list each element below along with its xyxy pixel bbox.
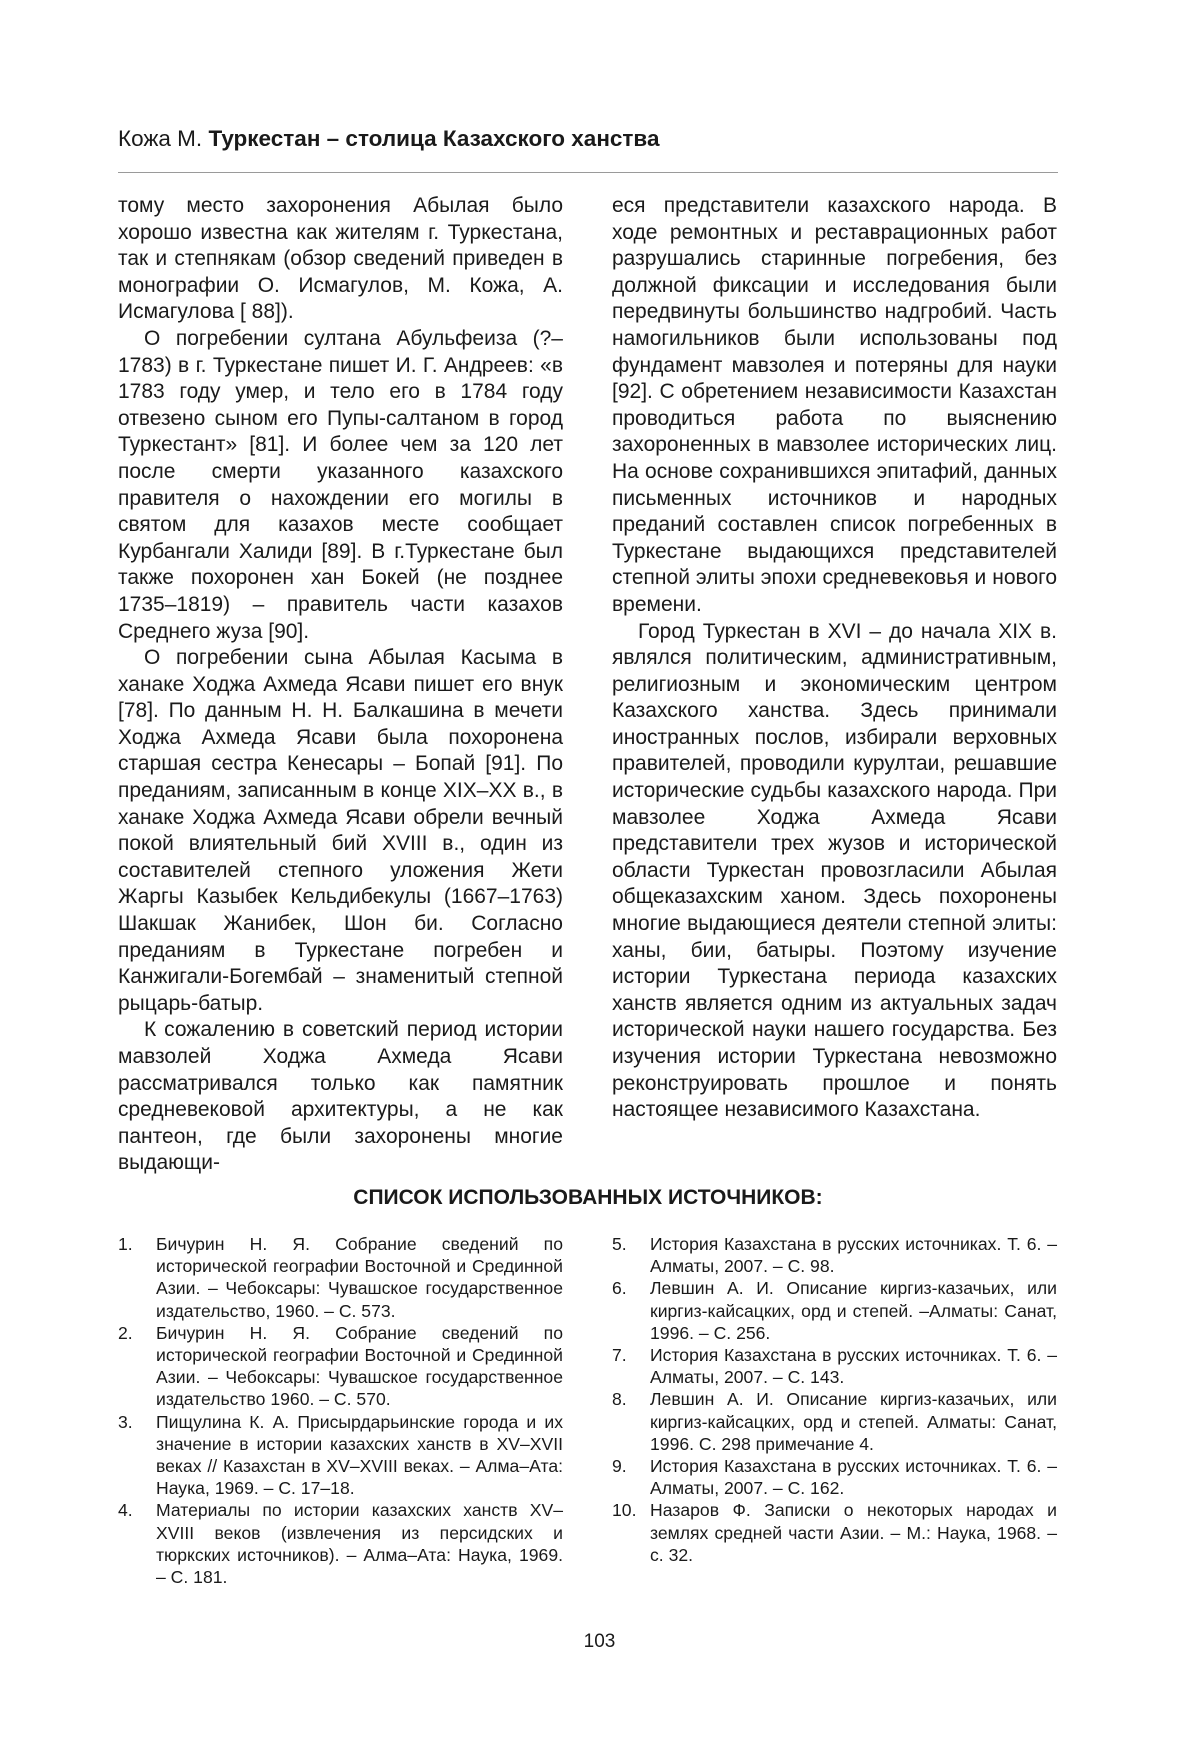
references-list-right: [612, 1233, 1057, 1566]
reference-number: 4.: [118, 1500, 133, 1521]
paragraph: Город Туркестан в XVI – до начала XIX в. являлся политическим, административным, религиозным и экономическим центром Казахского ханства. Здесь принимали иностранных послов, избирали верховных правителей, проводили курултаи, решавшие исторические судьбы казахского народа. При мавзолее Ходжа Ахмеда Ясави представители трех жузов и исторической области Туркестан провозгласили Абылая общеказахским ханом. Здесь похоронены многие выдающиеся деятели степной элиты: ханы, бии, батыры. Поэтому изучение истории Туркестана периода казахских ханств является одним из актуальных задач исторической науки нашего государства. Без изучения истории Туркестана невозможно реконструировать прошлое и понять настоящее независимого Казахстана.: [612, 619, 1057, 1122]
reference-number: 1.: [118, 1234, 133, 1254]
reference-text: История Казахстана в русских источниках. Т. 6. – Алматы, 2007. – С. 98.: [650, 1234, 1057, 1277]
reference-number: 10.: [612, 1500, 637, 1521]
header-title: Туркестан – столица Казахского ханства: [208, 126, 660, 151]
page-number: 103: [583, 1631, 616, 1652]
paragraph: О погребении сына Абылая Касыма в ханаке Ходжа Ахмеда Ясави пишет его внук [78]. По данным Н. Н. Балкашина в мечети Ходжа Ахмеда Ясави была похоронена старшая сестра Кенесары – Бопай [91]. По преданиям, записанным в конце XIX–XX в., в ханаке Ходжа Ахмеда Ясави обрели вечный покой влиятельный бий XVIII в., один из составителей степного уложения Жети Жаргы Казыбек Кельдибекулы (1667–1763) Шакшак Жанибек, Шон би. Согласно преданиям в Туркестане погребен и Канжигали-Богембай – знаменитый степной рыцарь-батыр.: [118, 646, 563, 1015]
reference-text: Бичурин Н. Я. Собрание сведений по исторической географии Восточной и Срединной Азии. – Чебоксары: Чувашское государственное издательство 1960. – С. 570.: [156, 1322, 563, 1410]
body-column-right: [612, 193, 1057, 1124]
reference-number: 6.: [612, 1278, 627, 1299]
body-column-left: [118, 193, 563, 1177]
reference-item: [118, 1499, 563, 1588]
reference-text: История Казахстана в русских источниках. Т. 6. – Алматы, 2007. – С. 143.: [650, 1345, 1057, 1388]
reference-text: Левшин А. И. Описание киргиз-казачьих, или киргиз-кайсацких, орд и степей. –Алматы: Санат, 1996. – С. 256.: [650, 1278, 1057, 1343]
reference-item: [612, 1499, 1057, 1566]
reference-item: [612, 1388, 1057, 1455]
paragraph: тому место захоронения Абылая было хорошо известна как жителям г. Туркестана, так и степнякам (обзор сведений приведен в монографии О. Исмагулов, М. Кожа, А. Исмагулова [ 88]).: [118, 194, 563, 324]
reference-text: Материалы по истории казахских ханств XV–XVIII веков (извлечения из персидских и тюркских источников). – Алма–Ата: Наука, 1969. – С. 181.: [156, 1500, 563, 1588]
reference-item: [118, 1233, 563, 1322]
reference-number: 2.: [118, 1322, 133, 1343]
reference-text: Левшин А. И. Описание киргиз-казачьих, или киргиз-кайсацких, орд и степей. Алматы: Санат, 1996. С. 298 примечание 4.: [650, 1389, 1057, 1454]
header-divider: [118, 172, 1058, 173]
paragraph: О погребении султана Абульфеиза (?–1783) в г. Туркестане пишет И. Г. Андреев: «в 1783 году умер, и тело его в 1784 году отвезено сыном его Пупы-салтаном в город Туркестант» [81]. И более чем за 120 лет после смерти указанного казахского правителя о нахождении его могилы в святом для казахов месте сообщает Курбангали Халиди [89]. В г.Туркестане был также похоронен хан Бокей (не позднее 1735–1819) – правитель части казахов Среднего жуза [90].: [118, 326, 563, 643]
reference-text: Бичурин Н. Я. Собрание сведений по исторической географии Восточной и Срединной Азии. – Чебоксары: Чувашское государственное издательство, 1960. – С. 573.: [156, 1234, 563, 1321]
paragraph: К сожалению в советский период истории мавзолей Ходжа Ахмеда Ясави рассматривался только как памятник средневековой архитектуры, а не как пантеон, где были захоронены многие выдающи-: [118, 1018, 563, 1175]
reference-item: [612, 1233, 1057, 1277]
reference-text: Пищулина К. А. Присырдарьинские города и их значение в истории казахских ханств в XV–XVII веках // Казахстан в XV–XVIII веках. – Алма–Ата: Наука, 1969. – С. 17–18.: [156, 1411, 563, 1499]
reference-number: 9.: [612, 1456, 627, 1477]
reference-number: 5.: [612, 1234, 627, 1254]
reference-number: 8.: [612, 1389, 627, 1410]
reference-item: [612, 1455, 1057, 1499]
reference-item: [612, 1344, 1057, 1388]
reference-text: Назаров Ф. Записки о некоторых народах и землях средней части Азии. – М.: Наука, 1968. – с. 32.: [650, 1500, 1057, 1565]
reference-item: [118, 1411, 563, 1500]
header-author: Кожа М.: [118, 126, 203, 151]
references-heading: СПИСОК ИСПОЛЬЗОВАННЫХ ИСТОЧНИКОВ:: [353, 1186, 823, 1209]
reference-number: 7.: [612, 1345, 627, 1366]
paragraph: еся представители казахского народа. В ходе ремонтных и реставрационных работ разрушались старинные погребения, без должной фиксации и исследования были передвинуты большинство надгробий. Часть намогильников были использованы под фундамент мавзолея и потеряны для науки [92]. С обретением независимости Казахстан проводиться работа по выяснению захороненных в мавзолее исторических лиц. На основе сохранившихся эпитафий, данных письменных источников и народных преданий составлен список погребенных в Туркестане выдающихся представителей степной элиты эпохи средневековья и нового времени.: [612, 194, 1057, 616]
references-list-left: [118, 1233, 563, 1588]
reference-item: [612, 1277, 1057, 1344]
reference-item: [118, 1322, 563, 1411]
reference-text: История Казахстана в русских источниках. Т. 6. – Алматы, 2007. – С. 162.: [650, 1456, 1057, 1499]
running-header: [118, 124, 1058, 154]
reference-number: 3.: [118, 1411, 133, 1432]
